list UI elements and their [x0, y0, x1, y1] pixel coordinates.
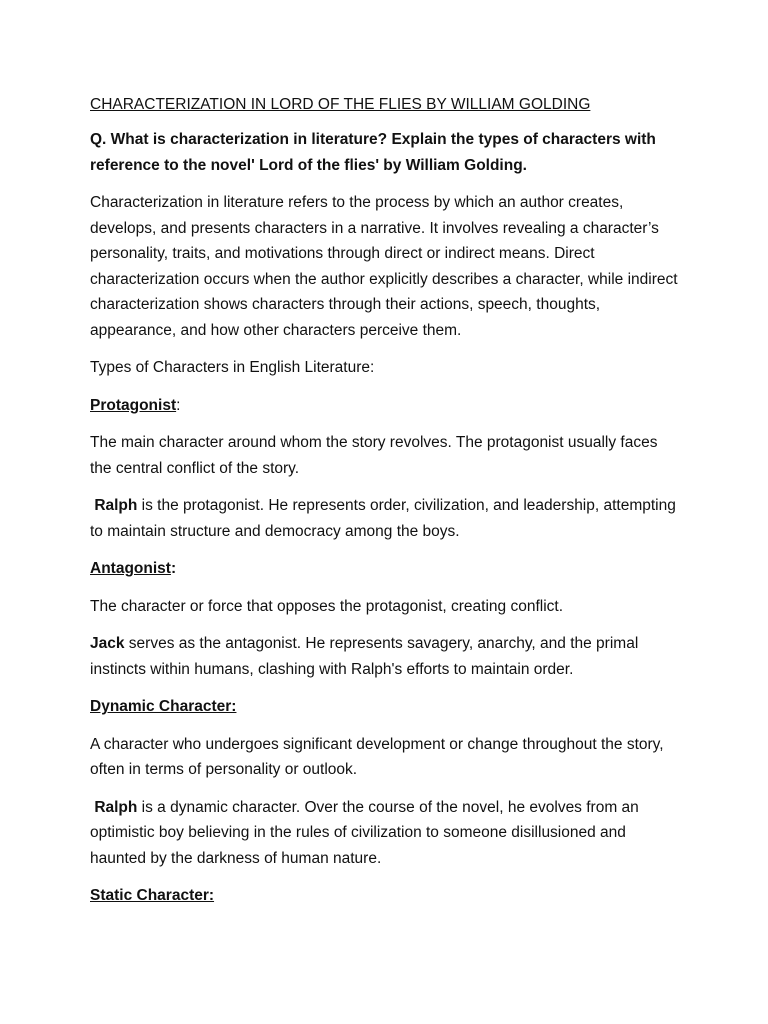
antagonist-example [90, 631, 680, 682]
protagonist-heading-colon: : [176, 396, 181, 414]
dynamic-heading [90, 694, 680, 720]
protagonist-example-text: is the protagonist. He represents order, civilization, and leadership, attempting to maintain structure and democracy among the boys. [90, 497, 676, 540]
protagonist-definition: The main character around whom the story revolves. The protagonist usually faces the central conflict of the story. [90, 434, 658, 477]
antagonist-heading-text: Antagonist [90, 560, 171, 577]
dynamic-example-name: Ralph [94, 798, 138, 816]
static-heading [90, 883, 680, 909]
protagonist-heading-text: Protagonist [90, 396, 177, 414]
intro-paragraph: Characterization in literature refers to the process by which an author creates, develops, and presents characters in a narrative. It involves revealing a character’s personality, traits, and motivations through direct or indirect means. Direct characterization occurs when the author explicitly describes a character, while indirect characterization shows characters through their actions, speech, thoughts, appearance, and how other characters perceive them. [90, 194, 678, 339]
antagonist-definition: The character or force that opposes the protagonist, creating conflict. [90, 597, 564, 615]
protagonist-example-name: Ralph [94, 497, 138, 514]
dynamic-example [90, 795, 680, 872]
types-heading: Types of Characters in English Literature: [90, 359, 375, 376]
antagonist-heading-colon: : [170, 560, 177, 577]
question-paragraph: Q. What is characterization in literature? Explain the types of characters with reference to the novel' Lord of the flies' by William Golding. [90, 131, 656, 174]
document-body [90, 92, 680, 921]
antagonist-example-name: Jack [90, 635, 125, 652]
dynamic-example-text: is a dynamic character. Over the course of the novel, he evolves from an optimistic boy believing in the rules of civilization to someone disillusioned and haunted by the darkness of human nature. [90, 798, 639, 867]
document-title: CHARACTERIZATION IN LORD OF THE FLIES BY WILLIAM GOLDING [90, 96, 591, 113]
dynamic-definition: A character who undergoes significant development or change throughout the story, often in terms of personality or outlook. [90, 735, 664, 778]
static-heading-text: Static Character: [90, 887, 215, 904]
antagonist-heading [90, 556, 680, 582]
protagonist-example [90, 493, 680, 544]
protagonist-heading [90, 393, 680, 419]
dynamic-heading-text: Dynamic Character: [90, 698, 237, 715]
antagonist-example-text: serves as the antagonist. He represents savagery, anarchy, and the primal instincts within humans, clashing with Ralph's efforts to maintain order. [90, 635, 639, 678]
